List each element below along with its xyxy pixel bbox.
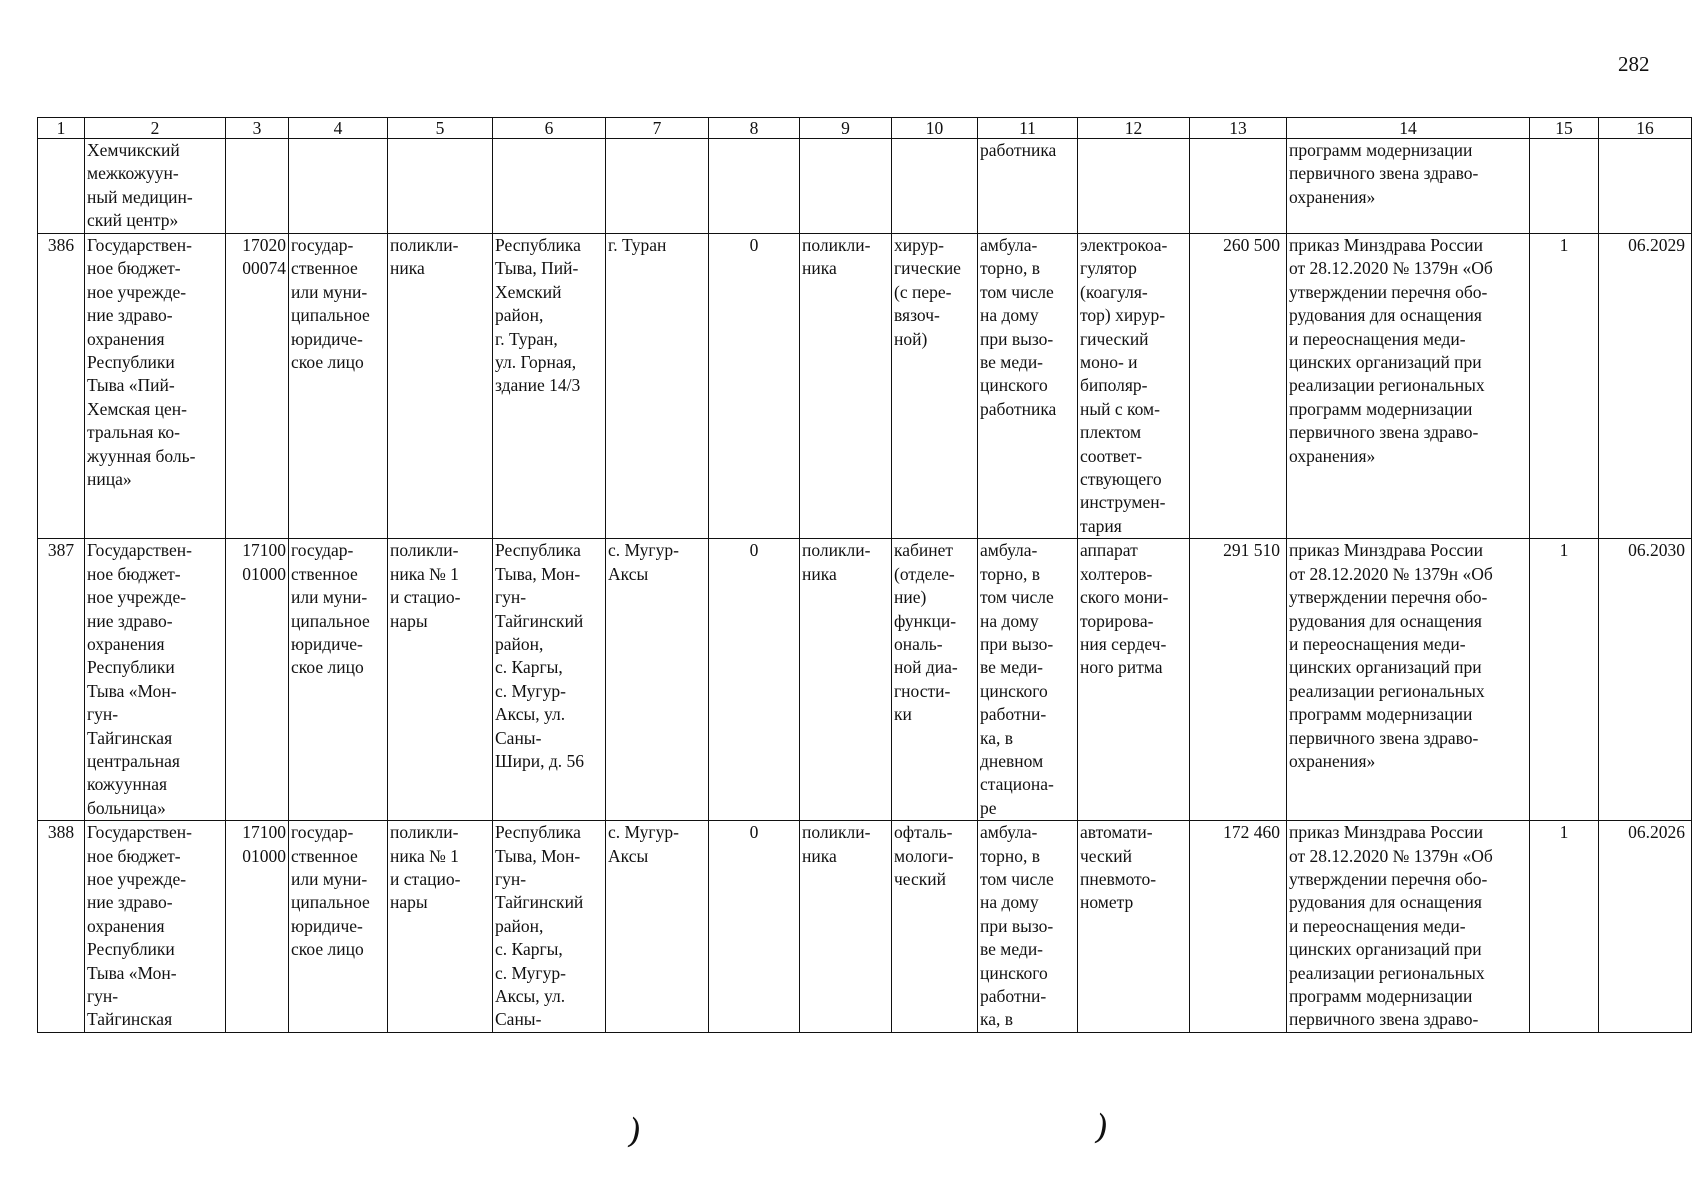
header-cell: 9 bbox=[800, 118, 892, 139]
zero-value-cell: 0 bbox=[709, 539, 800, 821]
legal-basis-cell: приказ Минздрава России от 28.12.2020 № 1379н «Об утверждении перечня обо- рудования для оснащения и переоснащения меди- цинских организаций при реализации региональных программ модернизации первичного звена здраво- охранения» bbox=[1287, 539, 1530, 821]
legal-form-cell: государ- ственное или муни- ципальное юридиче- ское лицо bbox=[289, 821, 388, 1033]
header-cell: 3 bbox=[226, 118, 289, 139]
care-conditions-cell: амбула- торно, в том числе на дому при вызо- ве меди- цинского работни- ка, в bbox=[978, 821, 1078, 1033]
department-cell: кабинет (отделе- ние) функци- ональ- ной диа- гности- ки bbox=[892, 539, 978, 821]
margin-mark: ) bbox=[624, 1111, 645, 1153]
header-cell: 8 bbox=[709, 118, 800, 139]
address-cell: Республика Тыва, Мон- гун- Тайгинский район, с. Каргы, с. Мугур- Аксы, ул. Саны- Шири, д. 56 bbox=[493, 539, 606, 821]
address-cell: Республика Тыва, Мон- гун- Тайгинский район, с. Каргы, с. Мугур- Аксы, ул. Саны- bbox=[493, 821, 606, 1033]
legal-basis-cell: программ модернизации первичного звена здраво- охранения» bbox=[1287, 139, 1530, 234]
table-row bbox=[38, 234, 1692, 539]
facility-type-cell: поликли- ника № 1 и стацио- нары bbox=[388, 821, 493, 1033]
settlement-cell: с. Мугур- Аксы bbox=[606, 821, 709, 1033]
quantity-cell bbox=[1530, 139, 1599, 234]
facility-type-cell bbox=[388, 139, 493, 234]
page-number: 282 bbox=[1618, 52, 1650, 76]
care-conditions-cell: амбула- торно, в том числе на дому при вызо- ве меди- цинского работника bbox=[978, 234, 1078, 539]
equipment-table bbox=[37, 117, 1692, 1033]
org-code-cell: 17100 01000 bbox=[226, 821, 289, 1033]
header-cell: 6 bbox=[493, 118, 606, 139]
header-cell: 16 bbox=[1599, 118, 1692, 139]
address-cell bbox=[493, 139, 606, 234]
header-cell: 15 bbox=[1530, 118, 1599, 139]
organization-name-cell: Хемчикский межкожуун- ный медицин- ский центр» bbox=[85, 139, 226, 234]
equipment-name-cell: аппарат холтеров- ского мони- торирова- ния сердеч- ного ритма bbox=[1078, 539, 1190, 821]
header-cell: 14 bbox=[1287, 118, 1530, 139]
equipment-name-cell: электрокоа- гулятор (коагуля- тор) хирур- гический моно- и биполяр- ный с ком- плектом соответ- ствующего инструмен- тария bbox=[1078, 234, 1190, 539]
unit-type-cell bbox=[800, 139, 892, 234]
org-code-cell: 17020 00074 bbox=[226, 234, 289, 539]
org-code-cell: 17100 01000 bbox=[226, 539, 289, 821]
department-cell bbox=[892, 139, 978, 234]
quantity-cell: 1 bbox=[1530, 234, 1599, 539]
equipment-name-cell: автомати- ческий пневмото- нометр bbox=[1078, 821, 1190, 1033]
header-cell: 13 bbox=[1190, 118, 1287, 139]
cost-cell bbox=[1190, 139, 1287, 234]
settlement-cell: с. Мугур- Аксы bbox=[606, 539, 709, 821]
row-number-cell: 386 bbox=[38, 234, 85, 539]
cost-cell: 260 500 bbox=[1190, 234, 1287, 539]
unit-type-cell: поликли- ника bbox=[800, 234, 892, 539]
row-number-cell: 388 bbox=[38, 821, 85, 1033]
organization-name-cell: Государствен- ное бюджет- ное учрежде- ние здраво- охранения Республики Тыва «Пий- Хемская цен- тральная ко- жуунная боль- ница» bbox=[85, 234, 226, 539]
header-cell: 7 bbox=[606, 118, 709, 139]
margin-mark: ) bbox=[1091, 1107, 1112, 1149]
date-cell: 06.2029 bbox=[1599, 234, 1692, 539]
header-cell: 10 bbox=[892, 118, 978, 139]
care-conditions-cell: работника bbox=[978, 139, 1078, 234]
header-cell: 11 bbox=[978, 118, 1078, 139]
table-row bbox=[38, 539, 1692, 821]
zero-value-cell: 0 bbox=[709, 821, 800, 1033]
header-cell: 4 bbox=[289, 118, 388, 139]
cost-cell: 172 460 bbox=[1190, 821, 1287, 1033]
department-cell: офталь- мологи- ческий bbox=[892, 821, 978, 1033]
facility-type-cell: поликли- ника № 1 и стацио- нары bbox=[388, 539, 493, 821]
header-cell: 2 bbox=[85, 118, 226, 139]
date-cell: 06.2026 bbox=[1599, 821, 1692, 1033]
organization-name-cell: Государствен- ное бюджет- ное учрежде- ние здраво- охранения Республики Тыва «Мон- гун- Тайгинская центральная кожуунная больница» bbox=[85, 539, 226, 821]
org-code-cell bbox=[226, 139, 289, 234]
header-cell: 12 bbox=[1078, 118, 1190, 139]
legal-form-cell bbox=[289, 139, 388, 234]
legal-basis-cell: приказ Минздрава России от 28.12.2020 № 1379н «Об утверждении перечня обо- рудования для оснащения и переоснащения меди- цинских организаций при реализации региональных программ модернизации первичного звена здраво- охранения» bbox=[1287, 234, 1530, 539]
quantity-cell: 1 bbox=[1530, 539, 1599, 821]
row-number-cell: 387 bbox=[38, 539, 85, 821]
date-cell bbox=[1599, 139, 1692, 234]
equipment-name-cell bbox=[1078, 139, 1190, 234]
zero-value-cell bbox=[709, 139, 800, 234]
table-row bbox=[38, 821, 1692, 1033]
department-cell: хирур- гические (с пере- вязоч- ной) bbox=[892, 234, 978, 539]
organization-name-cell: Государствен- ное бюджет- ное учрежде- ние здраво- охранения Республики Тыва «Мон- гун- Тайгинская bbox=[85, 821, 226, 1033]
settlement-cell: г. Туран bbox=[606, 234, 709, 539]
header-cell: 1 bbox=[38, 118, 85, 139]
table-row bbox=[38, 139, 1692, 234]
cost-cell: 291 510 bbox=[1190, 539, 1287, 821]
zero-value-cell: 0 bbox=[709, 234, 800, 539]
date-cell: 06.2030 bbox=[1599, 539, 1692, 821]
facility-type-cell: поликли- ника bbox=[388, 234, 493, 539]
legal-form-cell: государ- ственное или муни- ципальное юридиче- ское лицо bbox=[289, 539, 388, 821]
unit-type-cell: поликли- ника bbox=[800, 821, 892, 1033]
address-cell: Республика Тыва, Пий- Хемский район, г. Туран, ул. Горная, здание 14/3 bbox=[493, 234, 606, 539]
header-row bbox=[38, 118, 1692, 139]
unit-type-cell: поликли- ника bbox=[800, 539, 892, 821]
row-number-cell bbox=[38, 139, 85, 234]
legal-basis-cell: приказ Минздрава России от 28.12.2020 № 1379н «Об утверждении перечня обо- рудования для оснащения и переоснащения меди- цинских организаций при реализации региональных программ модернизации первичного звена здраво- bbox=[1287, 821, 1530, 1033]
care-conditions-cell: амбула- торно, в том числе на дому при вызо- ве меди- цинского работни- ка, в дневном стациона- ре bbox=[978, 539, 1078, 821]
legal-form-cell: государ- ственное или муни- ципальное юридиче- ское лицо bbox=[289, 234, 388, 539]
settlement-cell bbox=[606, 139, 709, 234]
quantity-cell: 1 bbox=[1530, 821, 1599, 1033]
header-cell: 5 bbox=[388, 118, 493, 139]
